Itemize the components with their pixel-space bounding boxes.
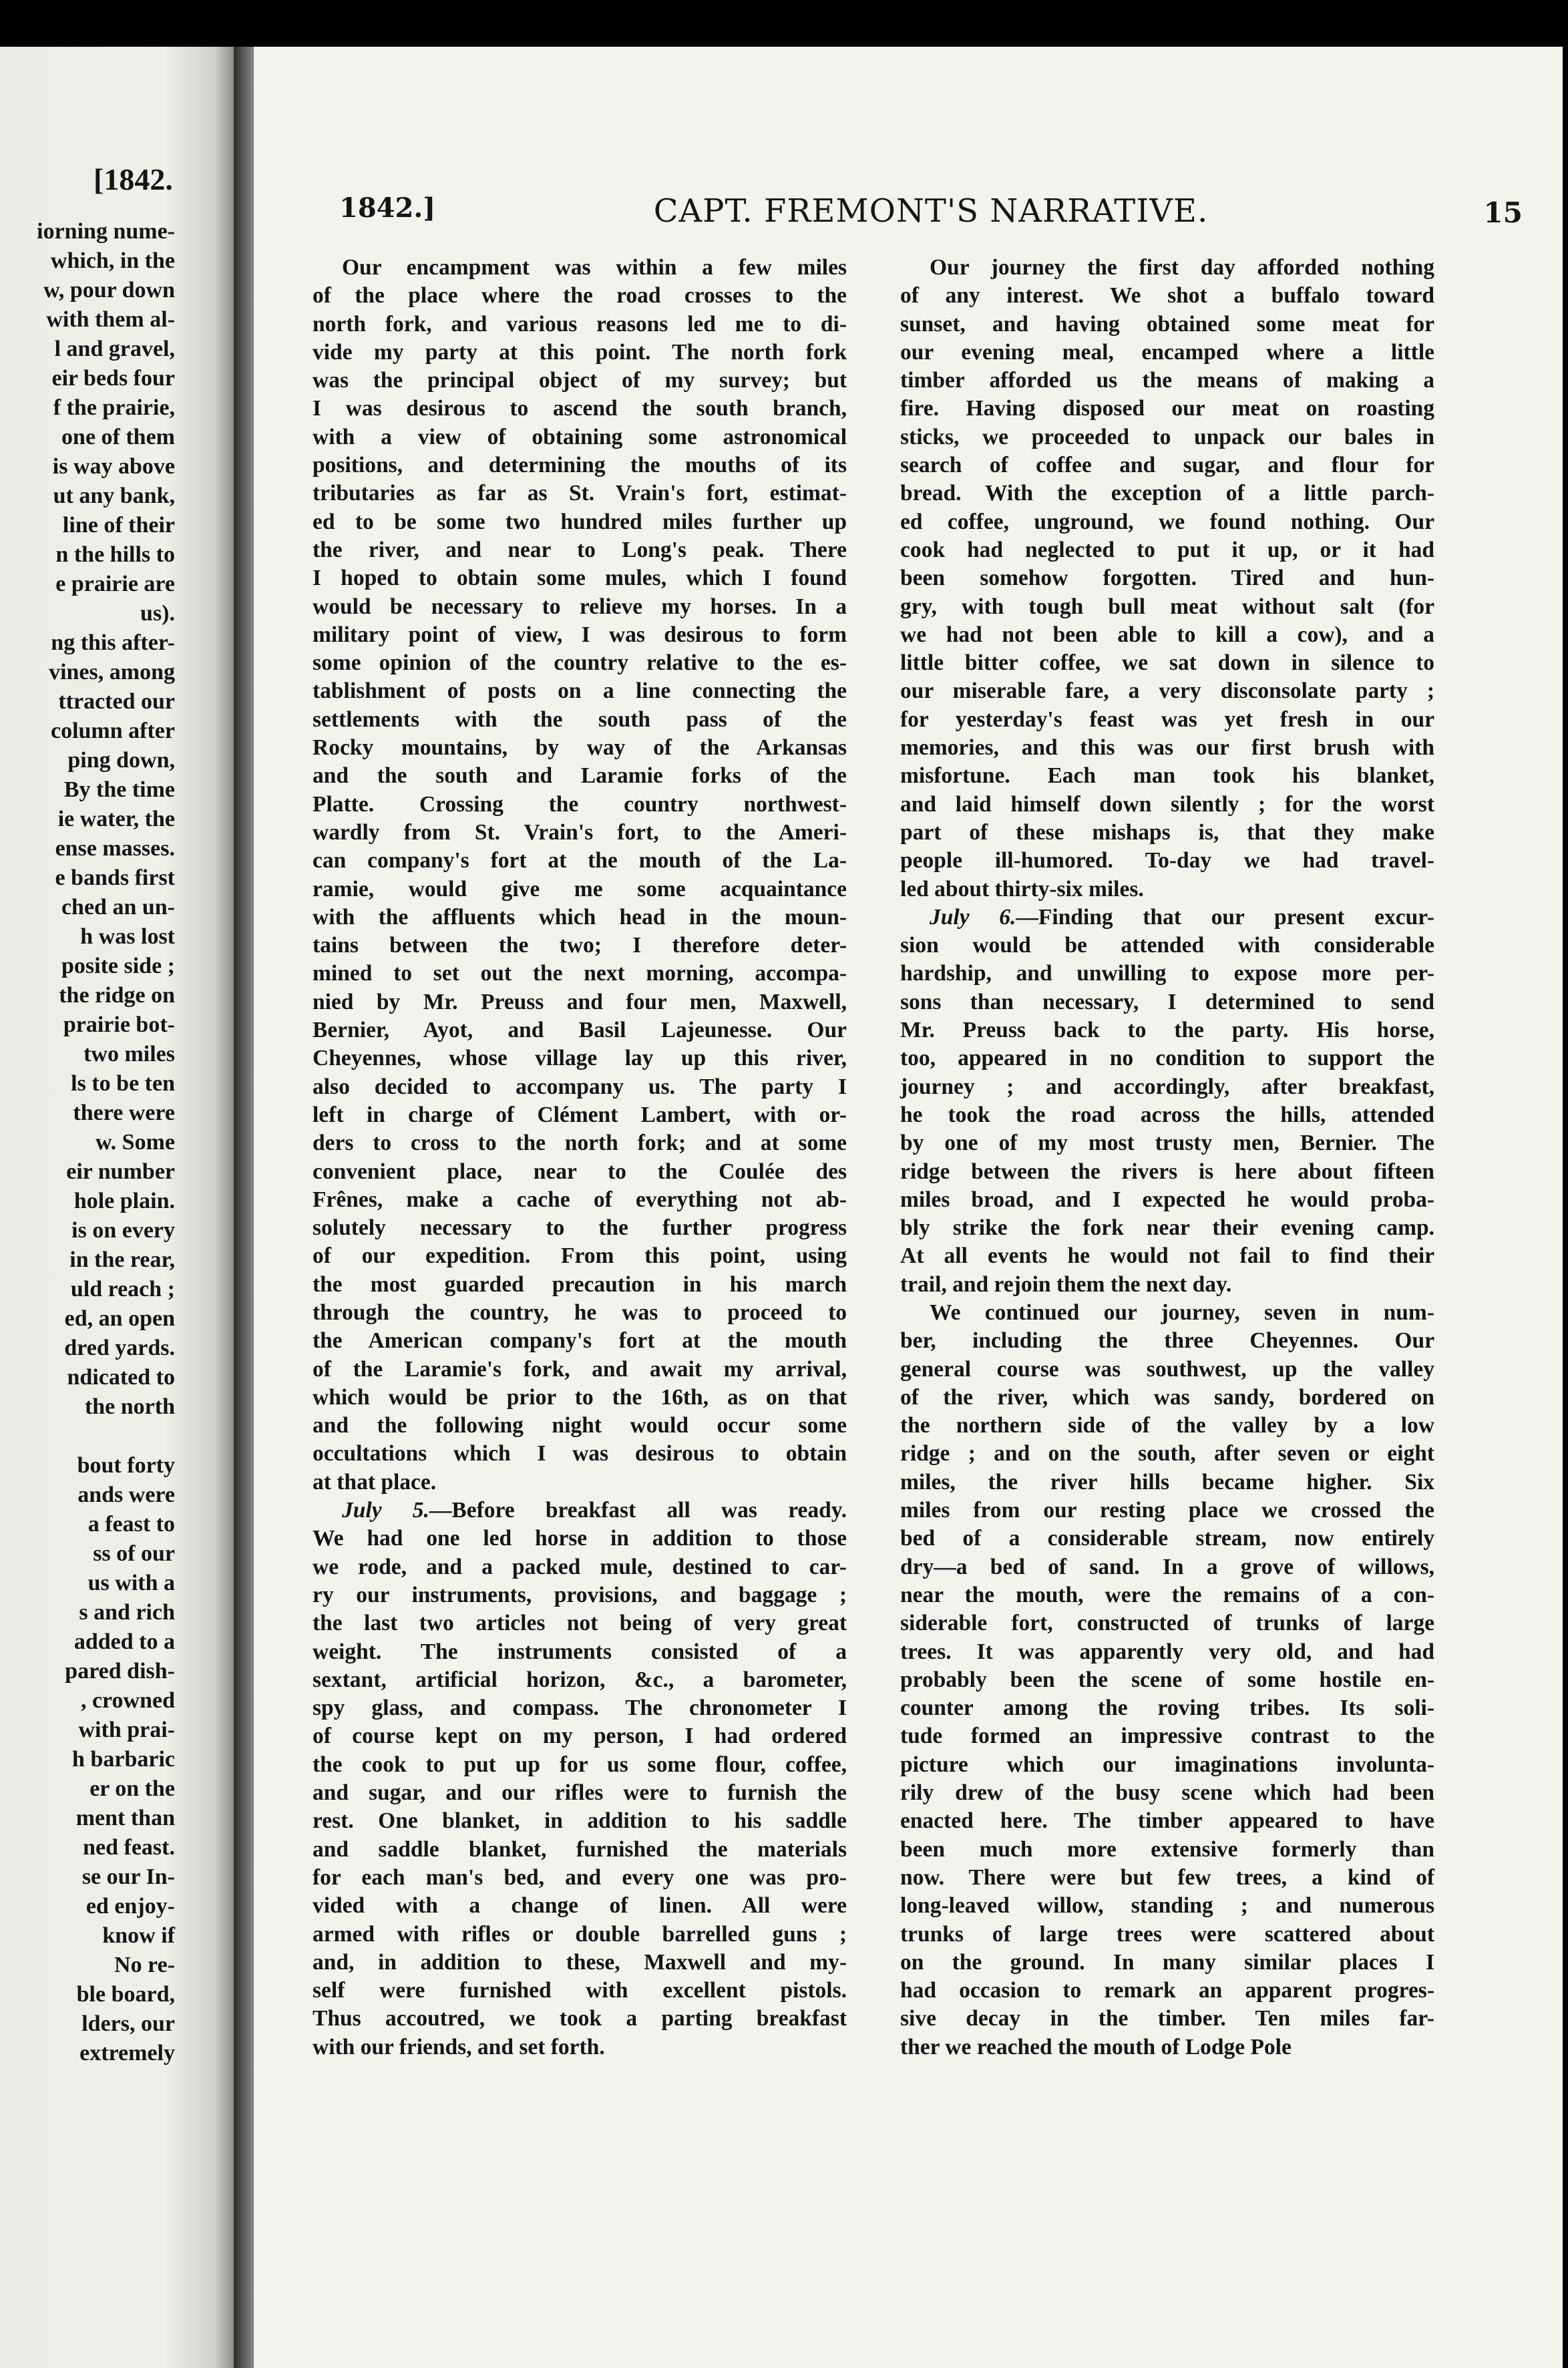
- text-line: of our expedition. From this point, using: [313, 1243, 847, 1269]
- text-line: trail, and rejoin them the next day.: [900, 1271, 1232, 1297]
- facing-page-line: ned feast.: [83, 1835, 175, 1860]
- facing-page-line: ut any bank,: [53, 483, 175, 508]
- text-line: counter among the roving tribes. Its soli-: [900, 1696, 1434, 1721]
- text-line: tributaries as far as St. Vrain's fort, estimat-: [313, 481, 847, 506]
- facing-page-line: with prai-: [78, 1718, 175, 1742]
- text-line: miles, the river hills became higher. Six: [900, 1469, 1434, 1495]
- text-line: probably been the scene of some hostile en-: [900, 1667, 1434, 1692]
- facing-page-line: extremely: [79, 2041, 175, 2065]
- text-line: with the affluents which head in the moun-: [313, 904, 847, 930]
- text-line: Platte. Crossing the country northwest-: [313, 791, 847, 817]
- facing-page: [0, 47, 234, 2368]
- text-line: sticks, we proceeded to unpack our bales in: [900, 424, 1434, 449]
- text-line: of the place where the road crosses to the: [313, 283, 847, 309]
- text-line: of the river, which was sandy, bordered on: [900, 1384, 1434, 1410]
- text-line: Our journey the first day afforded nothing: [930, 255, 1434, 280]
- text-line: We had one led horse in addition to those: [313, 1526, 847, 1551]
- text-line: Mr. Preuss back to the party. His horse,: [900, 1018, 1434, 1043]
- facing-page-line: e prairie are: [55, 572, 175, 596]
- facing-page-line: iorning nume-: [37, 219, 175, 244]
- text-line: miles from our resting place we crossed the: [900, 1498, 1434, 1523]
- facing-page-line: ss of our: [93, 1541, 175, 1566]
- facing-page-line: s and rich: [79, 1600, 175, 1625]
- text-line: trees. It was apparently very old, and had: [900, 1639, 1434, 1664]
- text-line: tablishment of posts on a line connecting the: [313, 678, 847, 704]
- text-line: ber, including the three Cheyennes. Our: [900, 1328, 1434, 1354]
- text-line: of any interest. We shot a buffalo toward: [900, 283, 1434, 309]
- text-column-left: [313, 254, 847, 2061]
- text-line: we rode, and a packed mule, destined to car-: [313, 1554, 847, 1579]
- facing-page-line: us).: [140, 601, 175, 626]
- text-line: siderable fort, constructed of trunks of large: [900, 1611, 1434, 1636]
- text-line: search of coffee and sugar, and flour for: [900, 453, 1434, 478]
- facing-page-line: ched an un-: [61, 895, 175, 920]
- running-header: [339, 192, 1523, 232]
- text-line: was the principal object of my survey; but: [313, 368, 847, 393]
- facing-page-line: , crowned: [80, 1688, 175, 1713]
- text-line: for yesterday's feast was yet fresh in our: [900, 707, 1434, 732]
- text-line: picture which our imaginations involunta-: [900, 1752, 1434, 1777]
- text-line: we had not been able to kill a cow), and a: [900, 622, 1434, 647]
- facing-page-line: uld reach ;: [70, 1277, 175, 1302]
- facing-page-line: one of them: [61, 425, 175, 449]
- text-line: been somehow forgotten. Tired and hun-: [900, 566, 1434, 591]
- text-line: had occasion to remark an apparent progres-: [900, 1978, 1434, 2003]
- header-title: CAPT. FREMONT'S NARRATIVE.: [653, 192, 1209, 230]
- text-line: the American company's fort at the mouth: [313, 1328, 847, 1354]
- facing-page-line: is way above: [52, 454, 175, 479]
- text-line: sive decay in the timber. Ten miles far-: [900, 2006, 1434, 2031]
- facing-page-line: us with a: [87, 1571, 175, 1595]
- book-page: [254, 47, 1563, 2368]
- facing-page-line: ment than: [75, 1806, 175, 1830]
- text-line: and saddle blanket, furnished the materials: [313, 1836, 847, 1862]
- facing-page-line: w. Some: [95, 1130, 175, 1155]
- text-line: weight. The instruments consisted of a: [313, 1639, 847, 1664]
- facing-page-line: e bands first: [55, 865, 175, 890]
- header-year: 1842.]: [339, 192, 436, 224]
- facing-page-line: dred yards.: [64, 1336, 175, 1360]
- text-line: convenient place, near to the Coulée des: [313, 1159, 847, 1184]
- text-line: with a view of obtaining some astronomical: [313, 424, 847, 449]
- text-line: timber afforded us the means of making a: [900, 368, 1434, 393]
- text-line: tains between the two; I therefore deter-: [313, 933, 847, 958]
- facing-page-line: f the prairie,: [53, 395, 175, 420]
- facing-page-line: er on the: [89, 1776, 175, 1801]
- text-line: misfortune. Each man took his blanket,: [900, 763, 1434, 789]
- text-line: enacted here. The timber appeared to have: [900, 1808, 1434, 1834]
- facing-page-line: which, in the: [50, 248, 175, 273]
- text-line: and laid himself down silently ; for the worst: [900, 791, 1434, 817]
- text-line: fire. Having disposed our meat on roasting: [900, 396, 1434, 421]
- text-line: rest. One blanket, in addition to his saddle: [313, 1808, 847, 1834]
- text-line: little bitter coffee, we sat down in silence to: [900, 650, 1434, 676]
- facing-page-line: know if: [102, 1923, 175, 1948]
- text-line: some opinion of the country relative to the es-: [313, 650, 847, 676]
- facing-page-line: ls to be ten: [71, 1071, 175, 1096]
- facing-page-line: two miles: [83, 1042, 175, 1066]
- text-line: I hoped to obtain some mules, which I found: [313, 566, 847, 591]
- text-line: for each man's bed, and every one was pro-: [313, 1864, 847, 1890]
- facing-page-line: lders, our: [81, 2011, 175, 2036]
- facing-page-line: pared dish-: [65, 1659, 175, 1684]
- facing-page-header: [1842.: [93, 162, 173, 196]
- facing-page-line: posite side ;: [61, 954, 175, 978]
- text-line: the cook to put up for us some flour, coffee,: [313, 1752, 847, 1777]
- facing-page-line: hole plain.: [73, 1189, 175, 1213]
- text-line: and the south and Laramie forks of the: [313, 763, 847, 789]
- text-line: ders to cross to the north fork; and at some: [313, 1131, 847, 1156]
- text-line: gry, with tough bull meat without salt (for: [900, 594, 1434, 619]
- text-line: sion would be attended with considerable: [900, 933, 1434, 958]
- text-line: at that place.: [313, 1469, 437, 1495]
- text-line: self were furnished with excellent pistols.: [313, 1978, 847, 2003]
- facing-page-line: ng this after-: [51, 630, 175, 655]
- text-line: military point of view, I was desirous to form: [313, 622, 847, 647]
- text-line: general course was southwest, up the valley: [900, 1356, 1434, 1382]
- facing-page-line: added to a: [73, 1629, 175, 1654]
- text-line: vide my party at this point. The north fork: [313, 339, 847, 365]
- text-line: hardship, and unwilling to expose more per-: [900, 961, 1434, 986]
- text-line: the river, and near to Long's peak. There: [313, 537, 847, 562]
- facing-page-line: eir number: [66, 1159, 175, 1184]
- text-line: long-leaved willow, standing ; and numerous: [900, 1893, 1434, 1919]
- facing-page-line: ie water, the: [57, 807, 175, 831]
- text-line: the northern side of the valley by a low: [900, 1413, 1434, 1438]
- text-line: journey ; and accordingly, after breakfast,: [900, 1074, 1434, 1099]
- text-line: and the following night would occur some: [313, 1413, 847, 1438]
- text-line: too, appeared in no condition to support the: [900, 1046, 1434, 1071]
- facing-page-line: there were: [73, 1101, 175, 1125]
- text-line: the most guarded precaution in his march: [313, 1271, 847, 1297]
- text-line: would be necessary to relieve my horses. In a: [313, 594, 847, 619]
- facing-page-line: the north: [84, 1394, 175, 1419]
- text-line: ther we reached the mouth of Lodge Pole: [900, 2034, 1292, 2059]
- text-line: Our encampment was within a few miles: [342, 255, 847, 280]
- text-line: Rocky mountains, by way of the Arkansas: [313, 735, 847, 761]
- text-line: I was desirous to ascend the south branch,: [313, 396, 847, 421]
- text-line: trunks of large trees were scattered about: [900, 1921, 1434, 1947]
- page-number: 15: [1483, 196, 1523, 229]
- text-line: cook had neglected to put it up, or it had: [900, 537, 1434, 562]
- text-line: ridge between the rivers is here about fifteen: [900, 1159, 1434, 1184]
- text-line: mined to set out the next morning, accompa-: [313, 961, 847, 986]
- text-column-right: [900, 254, 1434, 2061]
- text-line: solutely necessary to the further progress: [313, 1215, 847, 1241]
- facing-page-line: in the rear,: [69, 1247, 175, 1272]
- text-line: on the ground. In many similar places I: [900, 1949, 1434, 1975]
- text-line: also decided to accompany us. The party I: [313, 1074, 847, 1099]
- text-line: led about thirty-six miles.: [900, 876, 1144, 902]
- text-line: near the mouth, were the remains of a con-: [900, 1582, 1434, 1607]
- facing-page-line: h was lost: [80, 924, 175, 949]
- text-line: bread. With the exception of a little parch-: [900, 481, 1434, 506]
- facing-page-line: is on every: [71, 1218, 175, 1243]
- text-line: been much more extensive formerly than: [900, 1836, 1434, 1862]
- text-line: and, in addition to these, Maxwell and my-: [313, 1949, 847, 1975]
- text-line: can company's fort at the mouth of the La-: [313, 848, 847, 873]
- text-line: he took the road across the hills, attended: [900, 1102, 1434, 1127]
- text-line: dry—a bed of sand. In a grove of willows,: [900, 1554, 1434, 1579]
- text-line: our miserable fare, a very disconsolate party ;: [900, 678, 1434, 704]
- facing-page-line: with them al-: [46, 307, 175, 332]
- text-line: with our friends, and set forth.: [313, 2034, 605, 2059]
- facing-page-line: bout forty: [77, 1453, 175, 1478]
- text-line: At all events he would not fail to find their: [900, 1243, 1434, 1269]
- facing-page-line: By the time: [63, 777, 175, 802]
- facing-page-line: ed enjoy-: [85, 1894, 175, 1919]
- text-line: of the Laramie's fork, and await my arrival,: [313, 1356, 847, 1382]
- facing-page-line: column after: [50, 719, 175, 743]
- text-line: miles broad, and I expected he would proba-: [900, 1187, 1434, 1212]
- facing-page-line: se our In-: [81, 1864, 175, 1889]
- text-line: people ill-humored. To-day we had travel-: [900, 848, 1434, 873]
- text-line: now. There were but few trees, a kind of: [900, 1864, 1434, 1890]
- text-line: sons than necessary, I determined to send: [900, 989, 1434, 1014]
- text-line: July 6.—Finding that our present excur-: [930, 904, 1435, 930]
- text-line: settlements with the south pass of the: [313, 707, 847, 732]
- facing-page-line: a feast to: [87, 1512, 175, 1537]
- facing-page-line: l and gravel,: [54, 337, 175, 361]
- facing-page-line: n the hills to: [55, 542, 175, 567]
- facing-page-line: h barbaric: [72, 1747, 175, 1772]
- text-line: bly strike the fork near their evening camp.: [900, 1215, 1434, 1241]
- text-line: spy glass, and compass. The chronometer I: [313, 1696, 847, 1721]
- facing-page-line: [0, 1422, 175, 1451]
- text-line: bed of a considerable stream, now entirely: [900, 1526, 1434, 1551]
- text-line: rily drew of the busy scene which had been: [900, 1780, 1434, 1806]
- text-line: Frênes, make a cache of everything not ab-: [313, 1187, 847, 1212]
- facing-page-line: No re-: [114, 1953, 175, 1977]
- text-line: ry our instruments, provisions, and baggage ;: [313, 1582, 847, 1607]
- facing-page-line: ense masses.: [55, 836, 175, 861]
- facing-page-line: prairie bot-: [63, 1012, 175, 1037]
- facing-page-line: ping down,: [67, 748, 175, 773]
- facing-page-text: [0, 217, 175, 2068]
- facing-page-line: ble board,: [76, 1982, 175, 2007]
- text-line: positions, and determining the mouths of its: [313, 453, 847, 478]
- text-line: Thus accoutred, we took a parting breakfast: [313, 2006, 847, 2031]
- facing-page-line: ed, an open: [64, 1306, 175, 1331]
- text-line: tude formed an impressive contrast to the: [900, 1724, 1434, 1749]
- text-line: occultations which I was desirous to obtain: [313, 1441, 847, 1466]
- text-line: ramie, would give me some acquaintance: [313, 876, 847, 902]
- text-line: Cheyennes, whose village lay up this river,: [313, 1046, 847, 1071]
- text-line: nied by Mr. Preuss and four men, Maxwell,: [313, 989, 847, 1014]
- text-line: wardly from St. Vrain's fort, to the Ameri-: [313, 819, 847, 845]
- facing-page-line: ttracted our: [58, 689, 175, 714]
- text-line: our evening meal, encamped where a little: [900, 339, 1434, 365]
- text-line: ed to be some two hundred miles further up: [313, 509, 847, 534]
- facing-page-line: vines, among: [49, 660, 175, 684]
- text-line: July 5.—Before breakfast all was ready.: [342, 1498, 847, 1523]
- text-line: vided with a change of linen. All were: [313, 1893, 847, 1919]
- text-line: left in charge of Clément Lambert, with or-: [313, 1102, 847, 1127]
- text-line: sextant, artificial horizon, &c., a barometer,: [313, 1667, 847, 1692]
- text-line: part of these mishaps is, that they make: [900, 819, 1434, 845]
- text-line: ridge ; and on the south, after seven or eight: [900, 1441, 1434, 1466]
- text-line: ed coffee, unground, we found nothing. Our: [900, 509, 1434, 534]
- text-line: which would be prior to the 16th, as on that: [313, 1384, 847, 1410]
- text-line: sunset, and having obtained some meat for: [900, 311, 1434, 337]
- facing-page-line: ands were: [77, 1483, 175, 1507]
- text-line: and sugar, and our rifles were to furnish the: [313, 1780, 847, 1806]
- facing-page-line: eir beds four: [51, 366, 175, 391]
- text-line: the last two articles not being of very great: [313, 1611, 847, 1636]
- text-line: memories, and this was our first brush with: [900, 735, 1434, 761]
- text-line: north fork, and various reasons led me to di-: [313, 311, 847, 337]
- facing-page-line: line of their: [62, 513, 175, 538]
- facing-page-line: ndicated to: [67, 1365, 175, 1390]
- text-line: Bernier, Ayot, and Basil Lajeunesse. Our: [313, 1018, 847, 1043]
- text-line: by one of my most trusty men, Bernier. The: [900, 1131, 1434, 1156]
- text-line: through the country, he was to proceed to: [313, 1300, 847, 1325]
- text-line: armed with rifles or double barrelled guns ;: [313, 1921, 847, 1947]
- facing-page-line: w, pour down: [43, 278, 175, 303]
- facing-page-line: the ridge on: [59, 983, 175, 1008]
- text-line: of course kept on my person, I had ordered: [313, 1724, 847, 1749]
- text-line: We continued our journey, seven in num-: [930, 1300, 1434, 1325]
